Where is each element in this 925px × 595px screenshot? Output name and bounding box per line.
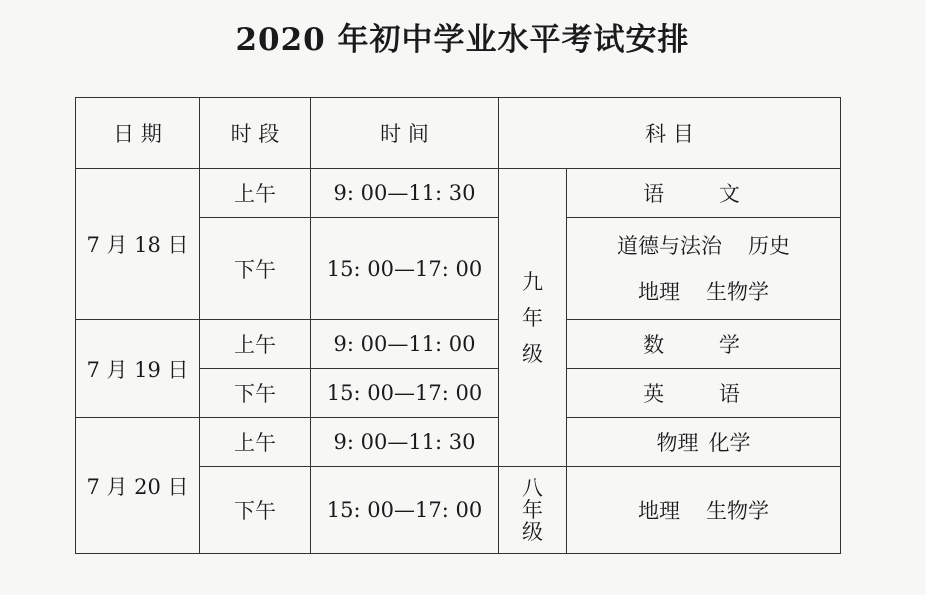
subject-cell: 数 学 [567, 320, 841, 369]
table-header-row [76, 98, 841, 169]
time-cell: 15: 00—17: 00 [311, 467, 499, 554]
time-cell: 9: 00—11: 30 [311, 169, 499, 218]
period-cell: 上午 [200, 320, 311, 369]
grade-nine-cell: 九 年 级 [499, 169, 567, 467]
period-cell: 上午 [200, 169, 311, 218]
time-cell: 15: 00—17: 00 [311, 218, 499, 320]
table-row [76, 418, 841, 467]
period-cell: 下午 [200, 369, 311, 418]
exam-schedule-table [75, 97, 841, 554]
subject-cell: 英 语 [567, 369, 841, 418]
time-cell: 9: 00—11: 30 [311, 418, 499, 467]
subject-cell: 语 文 [567, 169, 841, 218]
period-cell: 上午 [200, 418, 311, 467]
subject-cell: 物理 化学 [567, 418, 841, 467]
grade-eight-cell: 八 年 级 [499, 467, 567, 554]
subject-cell: 地理 生物学 [567, 467, 841, 554]
table-row [76, 320, 841, 369]
header-subject: 科 目 [499, 98, 841, 169]
date-cell: 7 月 20 日 [76, 418, 200, 554]
header-period: 时 段 [200, 98, 311, 169]
time-cell: 15: 00—17: 00 [311, 369, 499, 418]
date-cell: 7 月 18 日 [76, 169, 200, 320]
period-cell: 下午 [200, 218, 311, 320]
time-cell: 9: 00—11: 00 [311, 320, 499, 369]
page-title: 2020 年初中学业水平考试安排 [235, 22, 690, 58]
table-row [76, 169, 841, 218]
period-cell: 下午 [200, 467, 311, 554]
date-cell: 7 月 19 日 [76, 320, 200, 418]
subject-cell: 道德与法治 历史 地理 生物学 [567, 218, 841, 320]
header-time: 时 间 [311, 98, 499, 169]
header-date: 日 期 [76, 98, 200, 169]
